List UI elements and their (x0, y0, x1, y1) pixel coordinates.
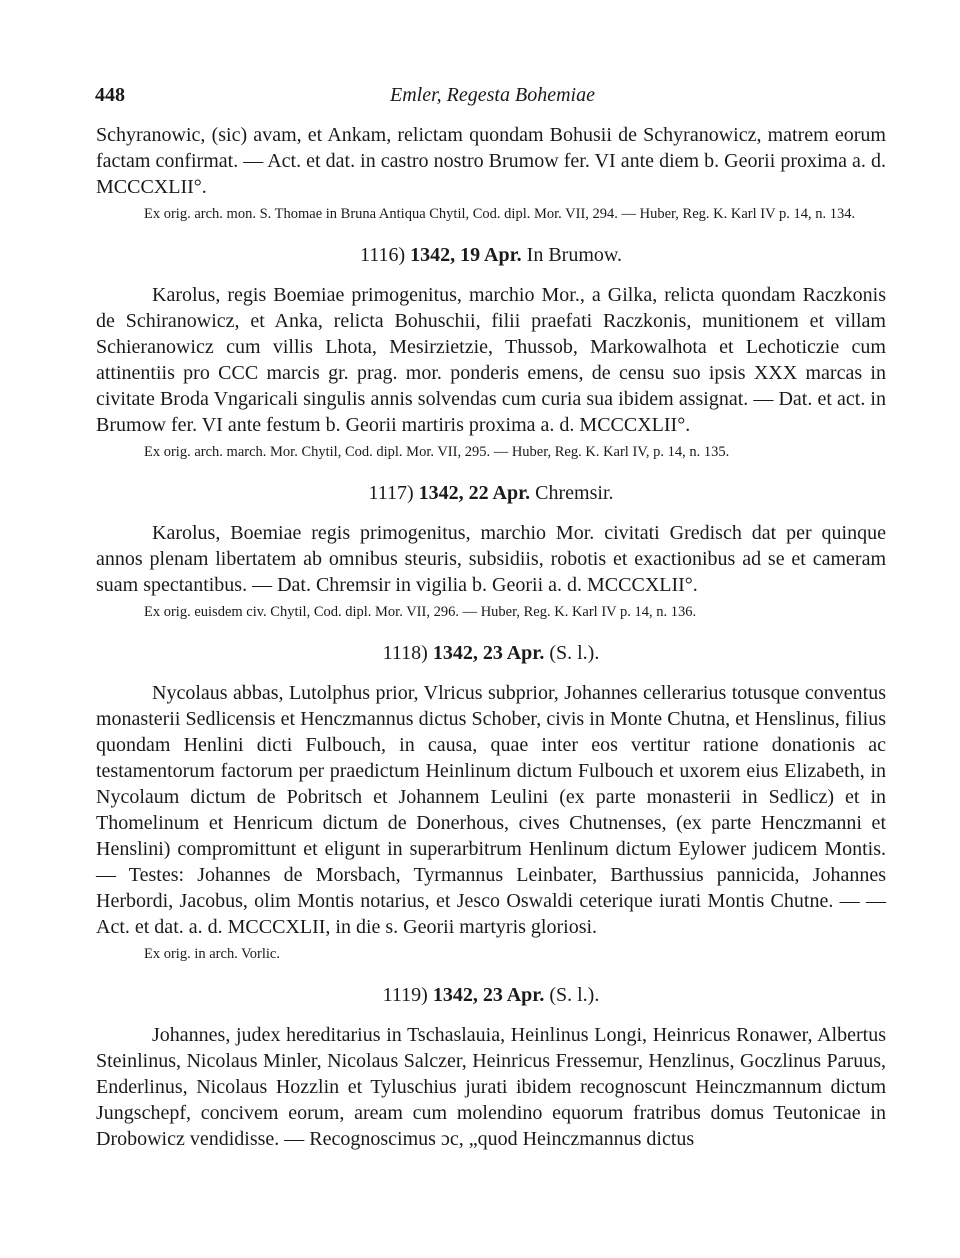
continuation-text: Schyranowic, (sic) avam, et Ankam, relictam quondam Bohusii de Schyranowicz, matrem eorum factam confirmat. — Act. et dat. in castro nostro Brumow fer. VI ante diem b. Georii proxima a. d. MCCCXLII°. (96, 124, 886, 198)
entry-number: 1116) (359, 244, 406, 266)
entry-number: 1117) (368, 482, 414, 504)
entry-heading-1119 (96, 982, 886, 1008)
entry-text-1119: Johannes, judex hereditarius in Tschaslauia, Heinlinus Longi, Heinricus Ronawer, Albertus Steinlinus, Nicolaus Minler, Nicolaus Salczer, Heinricus Fressemur, Henzlinus, Goczlinus Paruus, Enderlinus, Nicolaus Hozzlin et Tyluschius jurati ibidem recognoscunt Heinczmannum dictum Jungschepf, concivem eorum, aream cum molendino equorum fratribus domus Teutonicae in Drobowicz vendidisse. — Recognoscimus ɔc, „quod Heinczmannus dictus (96, 1024, 886, 1150)
entry-place: (S. l.). (549, 642, 600, 664)
running-header (95, 84, 890, 112)
entry-source-1116: Ex orig. arch. march. Mor. Chytil, Cod. dipl. Mor. VII, 295. — Huber, Reg. K. Karl IV, p. 14, n. 135. (144, 444, 730, 460)
entry-date: 1342, 23 Apr. (432, 984, 545, 1006)
entry-text-1117: Karolus, Boemiae regis primogenitus, marchio Mor. civitati Gredisch dat per quinque annos plenam libertatem ab omnibus steuris, subsidiis, robotis et exactionibus ad se et cameram suam spectantibus. — Dat. Chremsir in vigilia b. Georii a. d. MCCCXLII°. (96, 522, 886, 596)
entry-place: In Brumow. (526, 244, 623, 266)
entry-place: (S. l.). (549, 984, 600, 1006)
entry-heading-1117 (96, 480, 886, 506)
entry-heading-1116 (96, 242, 886, 268)
entry-source-1117: Ex orig. euisdem civ. Chytil, Cod. dipl. Mor. VII, 296. — Huber, Reg. K. Karl IV p. 14, n. 136. (144, 604, 697, 620)
running-title: Emler, Regesta Bohemiae (390, 84, 595, 106)
page-number: 448 (95, 84, 125, 106)
entry-source-1118: Ex orig. in arch. Vorlic. (144, 946, 280, 962)
entry-date: 1342, 19 Apr. (410, 244, 522, 266)
entry-number: 1118) (382, 642, 428, 664)
entry-place: Chremsir. (535, 482, 614, 504)
entry-date: 1342, 22 Apr. (418, 482, 531, 504)
page-body (96, 122, 886, 1152)
entry-heading-1118 (96, 640, 886, 666)
entry-text-1116: Karolus, regis Boemiae primogenitus, marchio Mor., a Gilka, relicta quondam Raczkonis de Schiranowicz, et Anka, relicta Bohuschii, filii praefati Raczkonis, munitionem et villam Schieranowicz cum villis Lhota, Mesirzietzie, Thussob, Markowalhota et Lechoticzie cum attinentiis pro CCC marcis gr. prag. mor. ponderis emens, de censu suo ipsis XXX marcas in civitate Broda Vngaricali singulis annis solvendas cum curia sua ibidem assignat. — Dat. et act. in Brumow fer. VI ante festum b. Georii martiris proxima a. d. MCCCXLII°. (96, 284, 886, 436)
entry-date: 1342, 23 Apr. (432, 642, 545, 664)
entry-number: 1119) (382, 984, 428, 1006)
continuation-source: Ex orig. arch. mon. S. Thomae in Bruna Antiqua Chytil, Cod. dipl. Mor. VII, 294. — Huber, Reg. K. Karl IV p. 14, n. 134. (144, 206, 856, 222)
entry-text-1118: Nycolaus abbas, Lutolphus prior, Vlricus subprior, Johannes cellerarius totusque conventus monasterii Sedlicensis et Henczmannus dictus Schober, civis in Monte Chutna, et Henslinus, filius quondam Henlini dicti Fulbouch, in causa, quae inter eos vertitur ratione donationis ac testamentorum factorum per praedictum Heinlinum dictum Fulbouch et uxorem eius Elizabeth, in Nycolaum dictum de Pobritsch et Johannem Leulini (ex parte monasterii in Sedlicz) et in Thomelinum et Henricum dictum de Donerhous, cives Chutnenses, (ex parte Henczmanni et Henslini) compromittunt et eligunt in superarbitrum Henlinum dictum Eylower judicem Montis. — Testes: Johannes de Morsbach, Tyrmannus Leinbater, Barthussius pannicida, Johannes Herbordi, Jacobus, olim Montis notarius, et Jesco Oswaldi ceterique iurati Montis Chutne. — — Act. et dat. a. d. MCCCXLII, in die s. Georii martyris gloriosi. (96, 682, 886, 938)
